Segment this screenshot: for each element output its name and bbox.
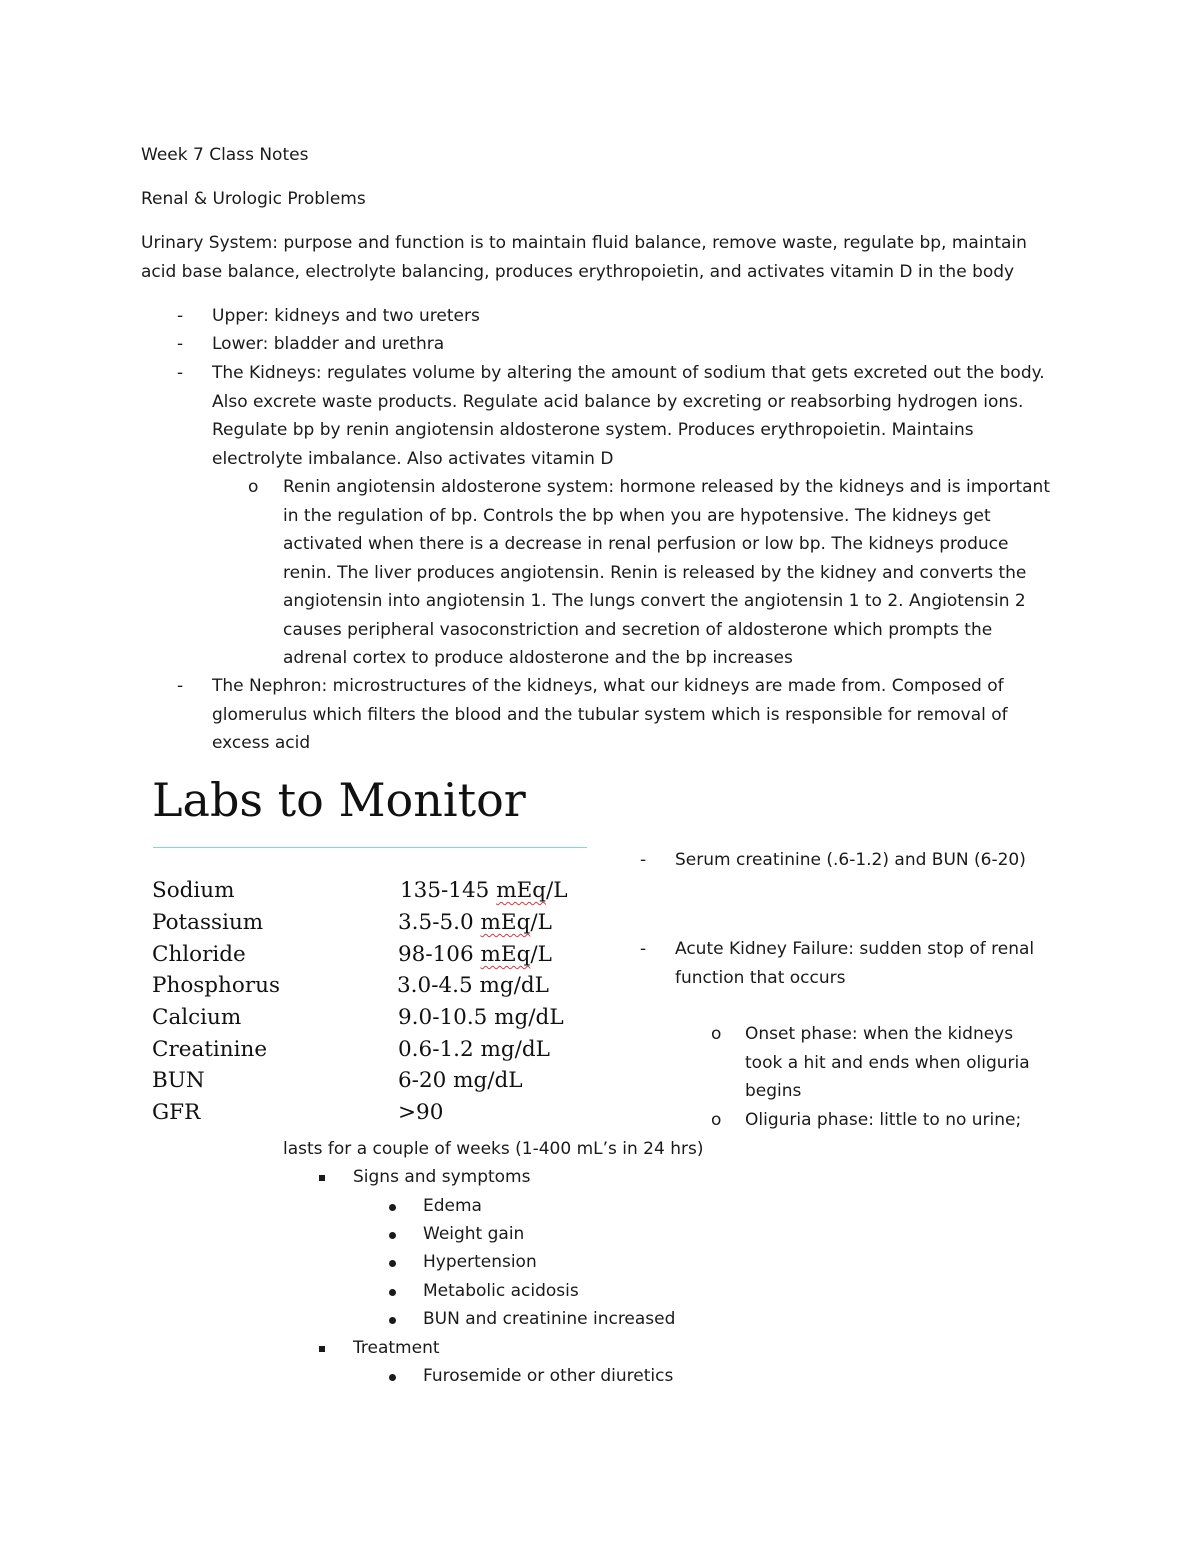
lab-range: 3.0-4.5 mg/dL [397, 973, 549, 998]
round-bullet [389, 1260, 396, 1267]
lab-name: Calcium [152, 1005, 242, 1030]
intro-paragraph: Urinary System: purpose and function is to maintain fluid balance, remove waste, regulate bp, maintain acid base balance, electrolyte balancing, produces erythropoietin, and activates vitamin D in the body [141, 233, 1027, 282]
lab-range: 135-145 mEq/L [400, 878, 568, 903]
treatment-item: Furosemide or other diuretics [423, 1366, 674, 1386]
round-bullet [389, 1232, 396, 1239]
lab-range: >90 [398, 1100, 444, 1125]
sign-item: Metabolic acidosis [423, 1281, 579, 1301]
lab-name: GFR [152, 1100, 201, 1125]
lab-range: 6-20 mg/dL [398, 1068, 523, 1093]
oliguria-phase: Oliguria phase: little to no urine; [745, 1110, 1022, 1130]
lab-name: Phosphorus [152, 973, 281, 998]
oliguria-continued: lasts for a couple of weeks (1-400 mL’s in 24 hrs) [283, 1139, 704, 1159]
lab-range: 9.0-10.5 mg/dL [398, 1005, 564, 1030]
lab-range: 0.6-1.2 mg/dL [398, 1037, 550, 1062]
dash-marker: - [177, 334, 184, 354]
dash-marker: - [640, 939, 647, 959]
serum-labs-note: Serum creatinine (.6-1.2) and BUN (6-20) [675, 850, 1026, 870]
bullet-nephron: The Nephron: microstructures of the kidneys, what our kidneys are made from. Composed of glomerulus which filters the blood and the tubular system which is responsible for removal of excess acid [212, 676, 1008, 753]
labs-divider [153, 847, 587, 848]
onset-phase: Onset phase: when the kidneys took a hit and ends when oliguria begins [745, 1024, 1030, 1101]
lab-name: Chloride [152, 942, 246, 967]
dash-marker: - [177, 363, 184, 383]
sign-item: Edema [423, 1196, 482, 1216]
sign-item: BUN and creatinine increased [423, 1309, 676, 1329]
round-bullet [389, 1289, 396, 1296]
lab-name: Creatinine [152, 1037, 268, 1062]
sub-bullet-raas: Renin angiotensin aldosterone system: hormone released by the kidneys and is important in the regulation of bp. Controls the bp when you are hypotensive. The kidneys get activated when there is a decrease in renal perfusion or low bp. The kidneys produce renin. The liver produces angiotensin. Renin is released by the kidney and converts the angiotensin into angiotensin 1. The lungs convert the angiotensin 1 to 2. Angiotensin 2 causes peripheral vasoconstriction and secretion of aldosterone which prompts the adrenal cortex to produce aldosterone and the bp increases [283, 477, 1050, 668]
lab-name: Sodium [152, 878, 235, 903]
bullet-kidneys: The Kidneys: regulates volume by altering the amount of sodium that gets excreted out the body. Also excrete waste products. Regulate acid balance by excreting or reabsorbing hydrogen ions. Regulate bp by renin angiotensin aldosterone system. Produces erythropoietin. Maintains electrolyte imbalance. Also activates vitamin D [212, 363, 1045, 469]
labs-title: Labs to Monitor [152, 773, 526, 827]
circle-marker: o [248, 477, 259, 497]
circle-marker: o [711, 1110, 722, 1130]
acute-kidney-failure: Acute Kidney Failure: sudden stop of renal function that occurs [675, 939, 1035, 988]
round-bullet [389, 1374, 396, 1381]
lab-name: BUN [152, 1068, 205, 1093]
sign-item: Weight gain [423, 1224, 525, 1244]
round-bullet [389, 1317, 396, 1324]
dash-marker: - [177, 676, 184, 696]
lab-name: Potassium [152, 910, 264, 935]
dash-marker: - [177, 306, 184, 326]
lab-range: 98-106 mEq/L [398, 942, 552, 967]
signs-label: Signs and symptoms [353, 1167, 531, 1187]
round-bullet [389, 1204, 396, 1211]
square-bullet [319, 1175, 325, 1181]
dash-marker: - [640, 850, 647, 870]
page-subtitle: Renal & Urologic Problems [141, 189, 366, 209]
page-title: Week 7 Class Notes [141, 145, 309, 165]
bullet-upper: Upper: kidneys and two ureters [212, 306, 480, 326]
lab-range: 3.5-5.0 mEq/L [398, 910, 552, 935]
square-bullet [319, 1346, 325, 1352]
bullet-lower: Lower: bladder and urethra [212, 334, 445, 354]
circle-marker: o [711, 1024, 722, 1044]
treatment-label: Treatment [353, 1338, 440, 1358]
sign-item: Hypertension [423, 1252, 537, 1272]
